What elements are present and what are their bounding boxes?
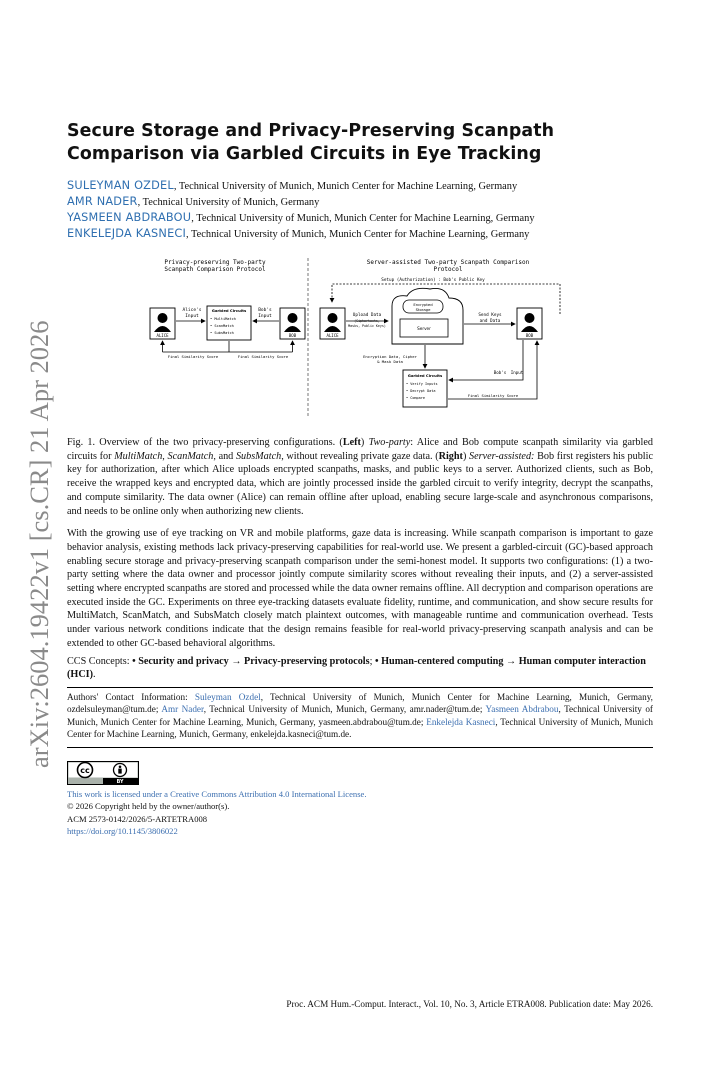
final-score-label: Final Similarity Score: [167, 354, 219, 359]
bob-box-left: [280, 308, 305, 339]
right-panel-title: Protocol: [433, 266, 463, 273]
caption-bold: Right: [438, 450, 463, 462]
author-affiliation: , Technical University of Munich, Munich Center for Machine Learning, Germany: [191, 213, 535, 224]
bob-label: BOB: [525, 333, 534, 338]
arrow: [448, 341, 537, 399]
bob-input-label: Bob's: [493, 370, 507, 375]
gc-item: • ScanMatch: [210, 324, 234, 328]
gc-title: Garbled Circuits: [407, 373, 443, 378]
ccs-sep: ;: [369, 655, 375, 667]
left-panel-title: Scanpath Comparison Protocol: [164, 266, 266, 273]
author-name[interactable]: ENKELEJDA KASNECI: [67, 227, 187, 240]
alice-label: ALICE: [156, 333, 169, 338]
setup-label: Setup (Authorization) : Bob's Public Key: [381, 278, 485, 283]
caption-italic: Two-party: [368, 437, 411, 448]
author-list: [67, 178, 653, 242]
abstract: With the growing use of eye tracking on VR and mobile platforms, gaze data is increasing. While scanpath comparison is important to gaze behavior analysis, existing methods lack privacy-preserving capabilities for real-world use. We present a garbled-circuit (GC)-based approach enabling secure storage and privacy-preserving scanpath comparison under the semi-honest model. It supports two configurations: (1) a two-party setting where the data owner and processor jointly compute similarity scores without revealing their inputs, and (2) a server-assisted setting where encrypted scanpaths are stored and processed while the data owner remains offline. All decryption and comparison operations are executed inside the GC. Experiments on three eye-tracking datasets evaluate fidelity, runtime, and communication, and show secure results for MultiMatch, ScanMatch, and SubsMatch closely match plaintext outcomes, with manageable runtime and communication overhead. Tests under various network conditions indicate that the design remains feasible for real-world privacy-preserving scanpath analysis and can be extended to other GC-based behavioral algorithms.: [67, 528, 653, 649]
caption-italic: MultiMatch: [114, 450, 163, 462]
contact-text: , Technical University of Munich, Munich Center for Machine Learning, Munich, Germany, yasmeen.abdrabou@tum.de;: [67, 704, 653, 727]
license-link[interactable]: This work is licensed under a Creative Commons Attribution 4.0 International License.: [67, 788, 367, 799]
author-affiliation: , Technical University of Munich, Munich Center for Machine Learning, Germany: [173, 181, 518, 192]
ccs-concept: • Security and privacy → Privacy-preserving protocols: [132, 655, 370, 667]
contact-text: , Technical University of Munich, Munich Center for Machine Learning, Munich, Germany, enkelejda.kasneci@tum.de.: [67, 716, 654, 740]
caption-text: , and: [213, 450, 236, 462]
author-line: [67, 210, 653, 226]
gc-item: • Verify Inputs: [406, 382, 438, 386]
arxiv-stamp: [18, 270, 58, 770]
caption-text: ,: [162, 450, 168, 462]
bob-label: BOB: [288, 333, 297, 338]
author-name[interactable]: AMR NADER: [67, 195, 138, 208]
caption-italic: ScanMatch: [167, 450, 214, 462]
author-link[interactable]: Yasmeen Abdrabou: [485, 704, 559, 715]
author-link[interactable]: Enkelejda Kasneci: [426, 716, 496, 727]
author-affiliation: , Technical University of Munich, Munich Center for Machine Learning, Germany: [186, 229, 530, 240]
bob-input-label: Input: [510, 370, 524, 375]
protocol-figure: [145, 256, 575, 418]
alice-input-label: Input: [185, 314, 199, 319]
caption-text: ): [360, 437, 369, 448]
caption-bold: Left: [342, 437, 361, 448]
author-line: [67, 226, 653, 242]
alice-input-label: Alice's: [182, 308, 202, 313]
author-name[interactable]: SULEYMAN OZDEL: [67, 179, 174, 192]
contact-text: , Technical University of Munich, Munich Center for Machine Learning, Munich, Germany, ozdelsuleyman@tum.de;: [67, 691, 653, 715]
bob-input-label: Input: [258, 314, 272, 319]
caption-italic: SubsMatch: [235, 450, 282, 462]
bob-input-label: Bob's: [258, 308, 272, 313]
cc-by-badge[interactable]: [67, 761, 139, 785]
upload-label: (Ciphertexts,: [354, 319, 380, 323]
enc-storage-label: Storage: [415, 307, 431, 312]
by-label: BY: [116, 779, 124, 785]
gc-item: • MultiMatch: [210, 317, 236, 321]
gc-title: Garbled Circuits: [211, 308, 247, 313]
enc-data-label: & Mask Data: [377, 359, 403, 364]
divider: [67, 687, 653, 688]
author-link[interactable]: Amr Nader: [161, 704, 204, 715]
paper-title: Secure Storage and Privacy-Preserving Scanpath Comparison via Garbled Circuits in Eye Tracking: [67, 121, 555, 164]
author-line: [67, 178, 653, 194]
doi-link[interactable]: https://doi.org/10.1145/3806022: [67, 826, 178, 837]
figure-caption: [67, 436, 653, 518]
caption-italic: Server-assisted:: [469, 450, 535, 462]
upload-label: Upload Data: [352, 313, 382, 318]
author-link[interactable]: Suleyman Ozdel: [194, 691, 261, 702]
acm-id: ACM 2573-0142/2026/5-ARTETRA008: [67, 813, 208, 824]
ccs-end: .: [93, 669, 96, 681]
left-panel-title: Privacy-preserving Two-party: [164, 259, 266, 266]
caption-text: Fig. 1. Overview of the two privacy-preserving configurations. (: [67, 437, 343, 448]
send-keys-label: and Data: [479, 319, 501, 324]
alice-label: ALICE: [326, 333, 339, 338]
caption-text: , without revealing private gaze data. (: [281, 450, 439, 462]
divider: [67, 747, 653, 748]
enc-data-label: Encryption Data, Cipher: [363, 354, 417, 359]
license-block: [67, 788, 653, 838]
ccs-label: CCS Concepts:: [67, 655, 133, 667]
final-score-label: Final Similarity Score: [237, 354, 289, 359]
bob-box-right: [517, 308, 542, 339]
alice-box-left: [150, 308, 175, 339]
arxiv-stamp-text: arXiv:2604.19422v1 [cs.CR] 21 Apr 2026: [24, 320, 54, 768]
contact-text: , Technical University of Munich, Munich, Germany, amr.nader@tum.de;: [203, 704, 486, 715]
final-score-label: Final Similarity Score: [467, 393, 519, 398]
cloud-server: [392, 288, 463, 344]
gc-item: • SubsMatch: [210, 331, 234, 335]
author-line: [67, 194, 653, 210]
author-affiliation: , Technical University of Munich, Germany: [137, 197, 320, 208]
right-panel-title: Server-assisted Two-party Scanpath Comparison: [366, 259, 530, 266]
page-footer: Proc. ACM Hum.-Comput. Interact., Vol. 10, No. 3, Article ETRA008. Publication date: May 2026.: [286, 999, 653, 1009]
enc-storage-label: Encrypted: [413, 302, 433, 307]
author-name[interactable]: YASMEEN ABDRABOU: [67, 211, 192, 224]
upload-label: Masks, Public Keys): [348, 324, 386, 328]
cc-icon-text: cc: [80, 765, 90, 775]
garbled-circuits-box-server: [403, 370, 447, 407]
ccs-concept: • Human-centered computing → Human computer interaction (HCI): [67, 655, 646, 681]
copyright: © 2026 Copyright held by the owner/author(s).: [67, 801, 230, 812]
server-label: Server: [417, 326, 431, 331]
ccs-concepts: [67, 655, 653, 682]
gc-item: • Compare: [406, 396, 425, 400]
contact-info: [67, 691, 653, 741]
send-keys-label: Send Keys: [478, 313, 502, 318]
caption-text: ): [462, 450, 469, 462]
caption-text: : Alice and Bob compute scanpath similarity via garbled circuits for: [67, 437, 653, 462]
garbled-circuits-box: [207, 306, 251, 340]
paper-page: [67, 120, 653, 838]
caption-text: Bob first registers his public key for authorization, after which Alice uploads encrypted scanpaths, masks, and public keys to a server. Authorized clients, such as Bob, receive the wrapped keys and encrypted data, which are jointly processed inside the garbled circuit to verify integrity, decrypt the scanpaths, and compute similarity. The data owner (Alice) can remain offline after upload, enabling secure large-scale and asynchronous comparisons, and needs to be online only when authorizing new clients.: [67, 450, 653, 517]
gc-item: • Decrypt Data: [406, 389, 436, 393]
contact-text: Authors' Contact Information:: [67, 691, 195, 702]
alice-box-right: [320, 308, 345, 339]
